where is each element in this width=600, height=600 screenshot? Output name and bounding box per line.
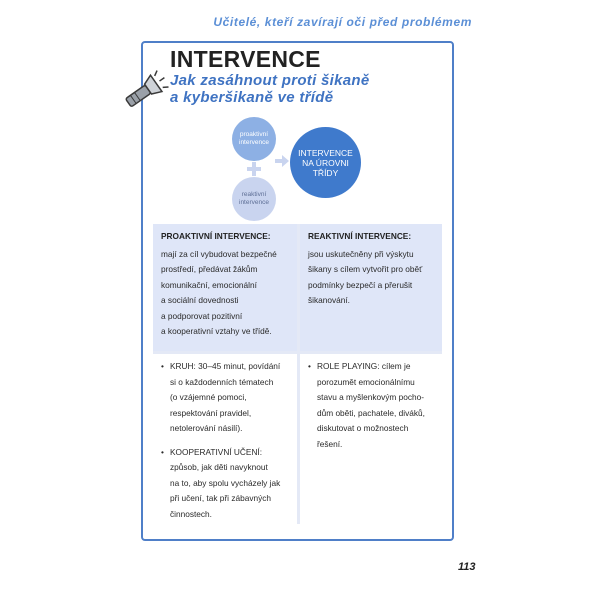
intervention-table xyxy=(153,224,442,524)
text-line: si o každodenních tématech xyxy=(170,376,274,387)
text-line: řešení. xyxy=(317,438,343,449)
running-head: Učitelé, kteří zavírají oči před problémem xyxy=(213,15,472,29)
text-line: komunikační, emocionální xyxy=(161,279,257,290)
text-line: při učení, tak při zábavných xyxy=(170,493,271,503)
text-line: netolerování násilí). xyxy=(170,423,243,433)
result-circle-label: TŘÍDY xyxy=(312,167,339,178)
text-line: jsou uskutečněny při výskytu xyxy=(308,248,414,259)
text-line: způsob, jak děti navyknout xyxy=(170,462,268,472)
reactive-circle xyxy=(232,177,276,221)
reactive-circle-label: intervence xyxy=(239,199,269,206)
plus-icon xyxy=(245,160,263,178)
proactive-header: PROAKTIVNÍ INTERVENCE: xyxy=(161,231,271,241)
text-line: (o vzájemné pomoci, xyxy=(170,392,247,402)
bullet-icon: • xyxy=(161,361,164,371)
text-line: prostředí, předávat žákům xyxy=(161,264,258,274)
text-line: šikany s cílem vytvořit pro oběť xyxy=(308,264,423,274)
text-line: činnostech. xyxy=(170,508,212,519)
reactive-examples-cell xyxy=(300,354,442,524)
proactive-circle-label: proaktivní xyxy=(239,131,269,138)
text-line: KRUH: 30–45 minut, povídání xyxy=(170,361,281,371)
reactive-circle-label: reaktivní xyxy=(241,191,267,198)
text-line: diskutovat o možnostech xyxy=(317,423,409,433)
text-line: stavu a myšlenkovým pocho- xyxy=(317,392,424,402)
text-line: respektování pravidel, xyxy=(170,407,252,418)
arrow-right-icon xyxy=(274,154,290,168)
flashlight-icon xyxy=(120,62,170,114)
subtitle-line: Jak zasáhnout proti šikaně xyxy=(170,72,370,89)
section-subtitle xyxy=(170,72,370,106)
list-item xyxy=(161,445,289,523)
bullet-icon: • xyxy=(161,446,164,457)
text-line: a podporovat pozitivní xyxy=(161,310,243,321)
list-item xyxy=(161,359,289,437)
intervention-diagram xyxy=(230,117,370,217)
text-line: na to, aby spolu vycházely jak xyxy=(170,477,281,488)
section-title: INTERVENCE xyxy=(170,46,321,72)
result-circle-label: INTERVENCE xyxy=(298,147,353,158)
text-line: mají za cíl vybudovat bezpečné xyxy=(161,248,277,259)
class-intervention-circle xyxy=(290,127,361,198)
text-line: podmínky bezpečí a přerušit xyxy=(308,279,413,290)
text-line: porozumět emocionálnímu xyxy=(317,376,415,387)
reactive-definition-cell xyxy=(300,224,442,351)
text-line: a sociální dovednosti xyxy=(161,295,239,305)
subtitle-line: a kyberšikaně ve třídě xyxy=(170,89,334,106)
proactive-circle-label: intervence xyxy=(239,139,269,146)
proactive-definition-cell xyxy=(153,224,297,351)
page-number: 113 xyxy=(458,561,476,573)
list-item xyxy=(308,359,434,452)
result-circle-label: NA ÚROVNI xyxy=(302,157,349,168)
proactive-examples-cell xyxy=(153,354,297,524)
bullet-icon: • xyxy=(308,361,311,371)
proactive-circle xyxy=(232,117,276,161)
text-line: šikanování. xyxy=(308,295,350,305)
reactive-header: REAKTIVNÍ INTERVENCE: xyxy=(308,231,412,241)
text-line: ROLE PLAYING: cílem je xyxy=(317,361,411,371)
text-line: KOOPERATIVNÍ UČENÍ: xyxy=(170,446,263,457)
text-line: a kooperativní vztahy ve třídě. xyxy=(161,326,272,336)
text-line: dům oběti, pachatele, diváků, xyxy=(317,407,425,418)
